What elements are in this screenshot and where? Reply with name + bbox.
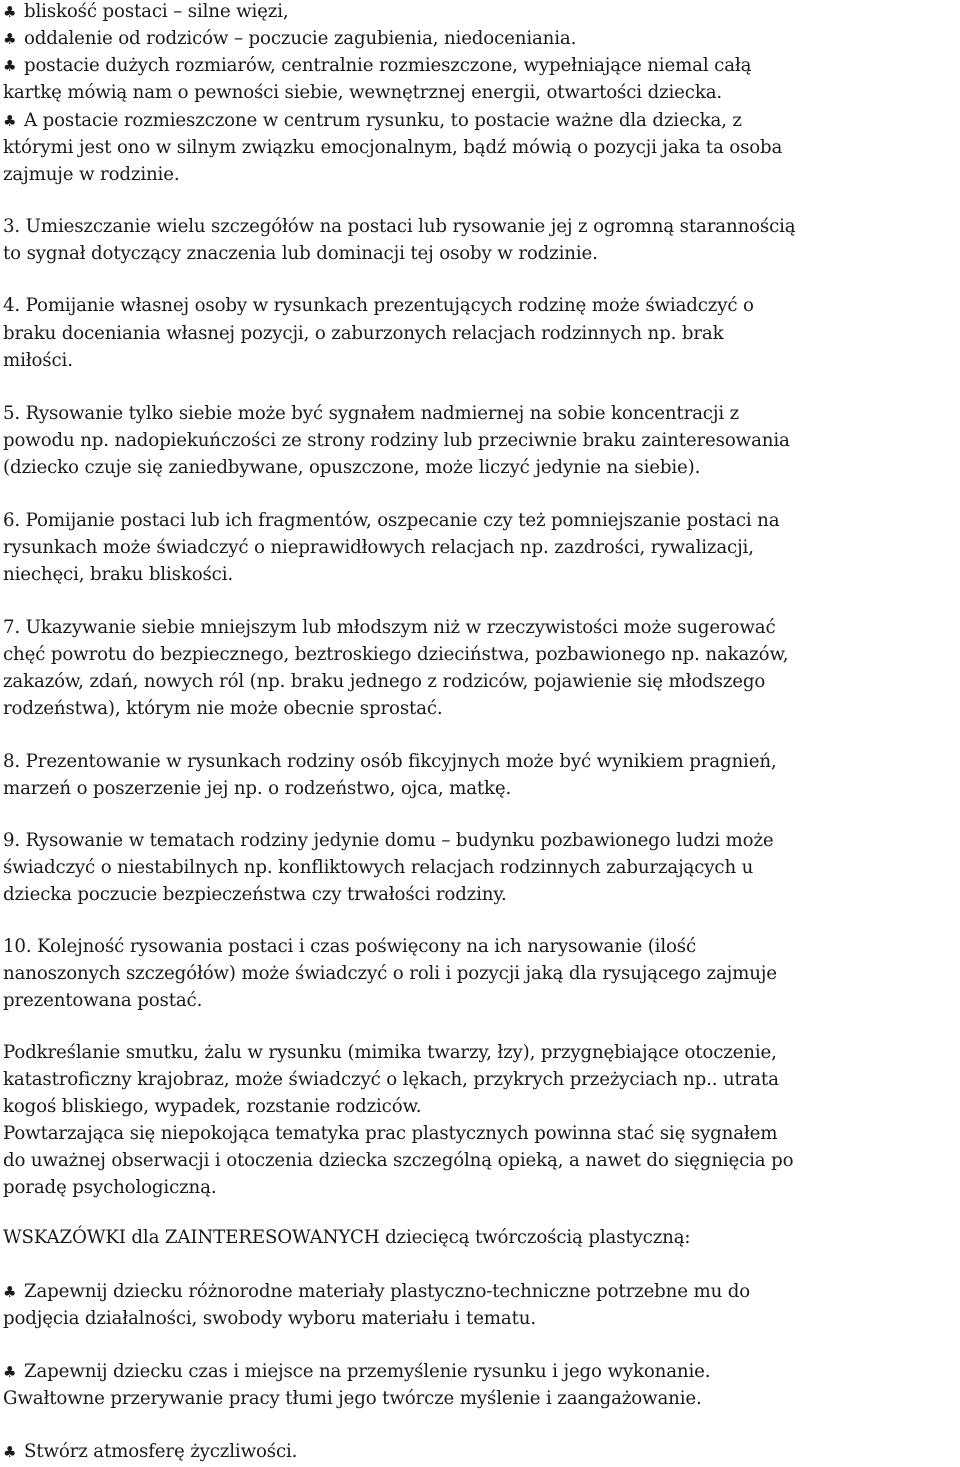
line-text: postacie dużych rozmiarów, centralnie rozmieszczone, wypełniające niemal całą: [24, 55, 752, 76]
text-line: [3, 213, 960, 240]
line-text: 9. Rysowanie w tematach rodziny jedynie domu – budynku pozbawionego ludzi może: [3, 830, 774, 851]
line-text: powodu np. nadopiekuńczości ze strony rodziny lub przeciwnie braku zainteresowania: [3, 430, 790, 451]
text-line: [3, 507, 960, 534]
bullet-line: [3, 1358, 960, 1386]
line-text: 6. Pomijanie postaci lub ich fragmentów, oszpecanie czy też pomniejszanie postaci na: [3, 510, 780, 531]
club-bullet-icon: ♣: [3, 30, 17, 48]
text-line: [3, 1385, 960, 1412]
text-line: [3, 827, 960, 854]
club-bullet-icon: ♣: [3, 3, 17, 21]
line-text: poradę psychologiczną.: [3, 1177, 217, 1198]
text-line: [3, 534, 960, 561]
line-text: oddalenie od rodziców – poczucie zagubienia, niedoceniania.: [24, 28, 577, 49]
line-text: prezentowana postać.: [3, 990, 203, 1011]
line-text: kogoś bliskiego, wypadek, rozstanie rodziców.: [3, 1096, 422, 1117]
line-text: bliskość postaci – silne więzi,: [24, 1, 289, 22]
club-bullet-icon: ♣: [3, 1363, 17, 1381]
club-bullet-icon: ♣: [3, 1443, 17, 1461]
line-text: 5. Rysowanie tylko siebie może być sygnałem nadmiernej na sobie koncentracji z: [3, 403, 740, 424]
text-line: [3, 134, 960, 161]
line-text: marzeń o poszerzenie jej np. o rodzeństwo, ojca, matkę.: [3, 778, 512, 799]
line-text: braku doceniania własnej pozycji, o zaburzonych relacjach rodzinnych np. brak: [3, 323, 724, 344]
line-text: nanoszonych szczegółów) może świadczyć o roli i pozycji jaką dla rysującego zajmuje: [3, 963, 777, 984]
text-line: [3, 1093, 960, 1120]
text-line: [3, 400, 960, 427]
line-text: rysunkach może świadczyć o nieprawidłowych relacjach np. zazdrości, rywalizacji,: [3, 537, 754, 558]
text-line: [3, 1039, 960, 1066]
line-text: 8. Prezentowanie w rysunkach rodziny osób fikcyjnych może być wynikiem pragnień,: [3, 751, 777, 772]
text-line: [3, 561, 960, 588]
text-line: [3, 881, 960, 908]
line-text: podjęcia działalności, swobody wyboru materiału i tematu.: [3, 1308, 536, 1329]
line-text: 7. Ukazywanie siebie mniejszym lub młodszym niż w rzeczywistości może sugerować: [3, 617, 776, 638]
bullet-line: [3, 1438, 960, 1466]
line-text: miłości.: [3, 350, 73, 371]
line-text: do uważnej obserwacji i otoczenia dziecka szczególną opieką, a nawet do sięgnięcia po: [3, 1150, 794, 1171]
line-text: Powtarzająca się niepokojąca tematyka prac plastycznych powinna stać się sygnałem: [3, 1123, 778, 1144]
text-line: [3, 454, 960, 481]
text-line: [3, 1305, 960, 1332]
text-line: [3, 347, 960, 374]
line-text: kartkę mówią nam o pewności siebie, wewnętrznej energii, otwartości dziecka.: [3, 82, 723, 103]
text-line: [3, 1066, 960, 1093]
line-text: zakazów, zdań, nowych ról (np. braku jednego z rodziców, pojawienie się młodszego: [3, 671, 766, 692]
text-line: [3, 1147, 960, 1174]
line-text: (dziecko czuje się zaniedbywane, opuszczone, może liczyć jedynie na siebie).: [3, 457, 701, 478]
bullet-line: [3, 52, 960, 80]
line-text: dziecka poczucie bezpieczeństwa czy trwałości rodziny.: [3, 884, 507, 905]
line-text: katastroficzny krajobraz, może świadczyć o lękach, przykrych przeżyciach np.. utrata: [3, 1069, 779, 1090]
text-line: [3, 427, 960, 454]
line-text: WSKAZÓWKI dla ZAINTERESOWANYCH dziecięcą twórczością plastyczną:: [3, 1227, 691, 1248]
line-text: niechęci, braku bliskości.: [3, 564, 234, 585]
line-text: Gwałtowne przerywanie pracy tłumi jego twórcze myślenie i zaangażowanie.: [3, 1388, 702, 1409]
bullet-line: [3, 0, 960, 26]
text-line: [3, 695, 960, 722]
text-line: [3, 854, 960, 881]
line-text: Podkreślanie smutku, żalu w rysunku (mimika twarzy, łzy), przygnębiające otoczenie,: [3, 1042, 777, 1063]
text-line: [3, 668, 960, 695]
text-line: [3, 1174, 960, 1201]
text-line: [3, 320, 960, 347]
line-text: Stwórz atmosferę życzliwości.: [24, 1441, 298, 1462]
bullet-line: [3, 107, 960, 135]
bullet-line: [3, 1278, 960, 1306]
line-text: to sygnał dotyczący znaczenia lub dominacji tej osoby w rodzinie.: [3, 243, 598, 264]
line-text: Zapewnij dziecku różnorodne materiały plastyczno-techniczne potrzebne mu do: [24, 1281, 751, 1302]
line-text: rodzeństwa), którym nie może obecnie sprostać.: [3, 698, 443, 719]
text-line: [3, 240, 960, 267]
club-bullet-icon: ♣: [3, 1283, 17, 1301]
line-text: 4. Pomijanie własnej osoby w rysunkach prezentujących rodzinę może świadczyć o: [3, 295, 754, 316]
text-line: [3, 1224, 960, 1251]
line-text: świadczyć o niestabilnych np. konfliktowych relacjach rodzinnych zaburzających u: [3, 857, 754, 878]
text-line: [3, 292, 960, 319]
text-line: [3, 748, 960, 775]
text-line: [3, 614, 960, 641]
line-text: 3. Umieszczanie wielu szczegółów na postaci lub rysowanie jej z ogromną starannością: [3, 216, 796, 237]
text-line: [3, 960, 960, 987]
text-line: [3, 161, 960, 188]
text-line: [3, 987, 960, 1014]
club-bullet-icon: ♣: [3, 112, 17, 130]
club-bullet-icon: ♣: [3, 57, 17, 75]
text-line: [3, 933, 960, 960]
line-text: chęć powrotu do bezpiecznego, beztroskiego dzieciństwa, pozbawionego np. nakazów,: [3, 644, 789, 665]
line-text: którymi jest ono w silnym związku emocjonalnym, bądź mówią o pozycji jaka ta osoba: [3, 137, 783, 158]
line-text: 10. Kolejność rysowania postaci i czas poświęcony na ich narysowanie (ilość: [3, 936, 697, 957]
line-text: Zapewnij dziecku czas i miejsce na przemyślenie rysunku i jego wykonanie.: [24, 1361, 711, 1382]
line-text: A postacie rozmieszczone w centrum rysunku, to postacie ważne dla dziecka, z: [24, 110, 742, 131]
text-line: [3, 1120, 960, 1147]
text-line: [3, 775, 960, 802]
text-line: [3, 79, 960, 106]
bullet-line: [3, 25, 960, 53]
line-text: zajmuje w rodzinie.: [3, 164, 180, 185]
text-line: [3, 641, 960, 668]
